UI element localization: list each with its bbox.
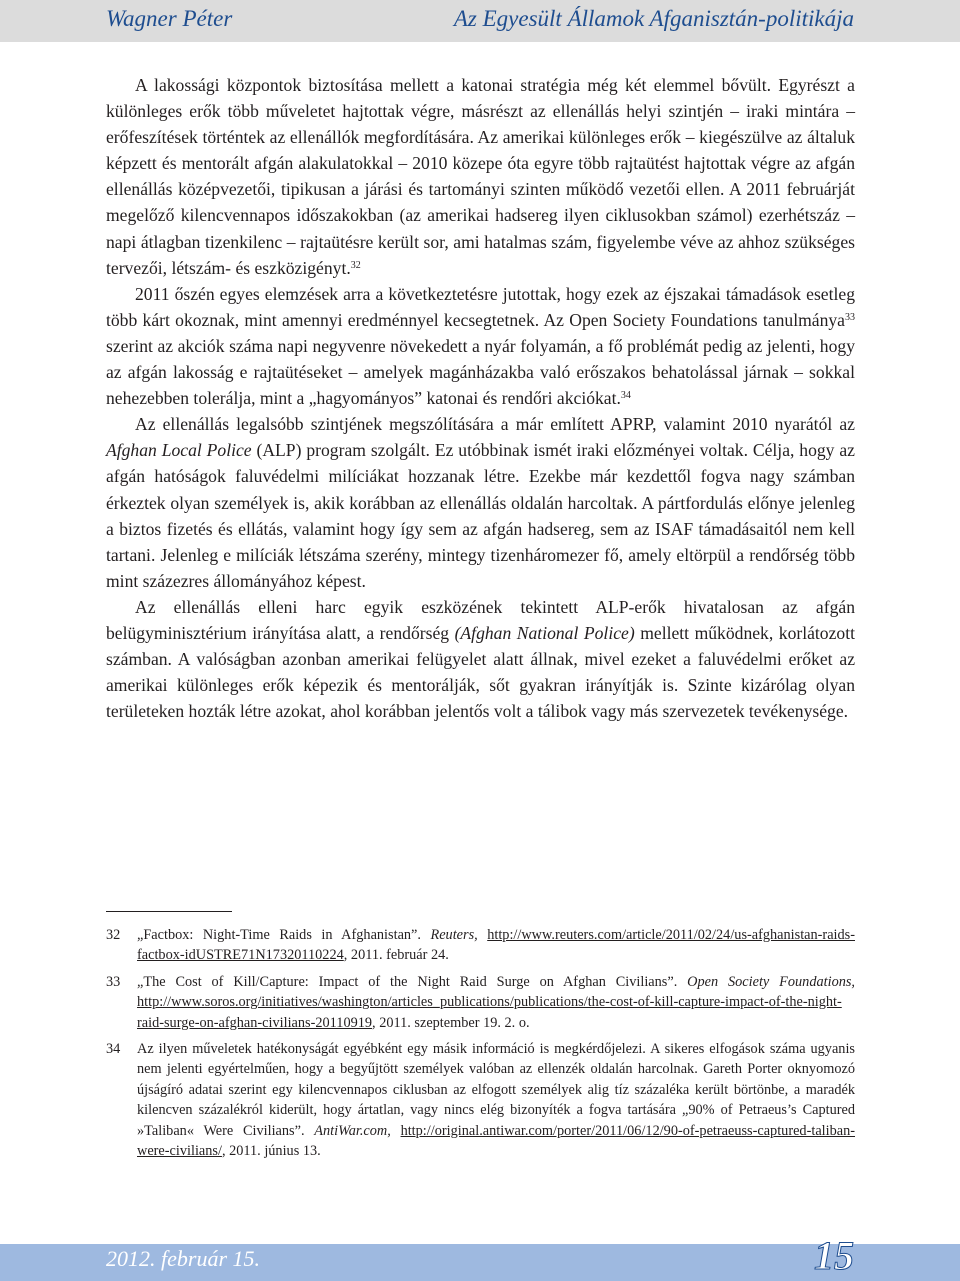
footnote-number: 33 xyxy=(106,973,121,990)
footnote-number: 32 xyxy=(106,927,121,943)
page-header xyxy=(0,0,960,42)
footnotes xyxy=(106,925,855,1167)
paragraph-2-text-b: szerint az akciók száma napi negyvenre növekedett a nyár folyamán, a fő problémát pedig az jelenti, hogy az afgán lakosság e rajtaütéseket – amelyek magánházakba való erőszakos behatolással járnak – sokkal nehezebben tolerálja, mint a „hagyományos” katonai és rendőri akciókat. xyxy=(106,335,855,409)
footnote-text-pre: „The Cost of Kill/Capture: Impact of the Night Raid Surge on Afghan Civilians”. xyxy=(137,973,688,990)
footnote-34 xyxy=(106,1039,855,1161)
footnote-33 xyxy=(106,972,855,1033)
footnote-ref-32[interactable]: 32 xyxy=(350,259,361,271)
footnote-source: AntiWar.com, xyxy=(314,1122,391,1139)
footnote-source: Reuters, xyxy=(430,927,478,943)
footnote-text-post: , 2011. február 24. xyxy=(343,947,449,964)
footnote-link[interactable]: http://original.antiwar.com/porter/2011/06/12/90-of-petraeuss-captured-taliban-were-civilians/ xyxy=(137,1122,856,1160)
paragraph-2 xyxy=(106,281,855,411)
footnote-ref-34[interactable]: 34 xyxy=(620,390,631,402)
footnote-source: Open Society Foundations, xyxy=(687,973,856,990)
paragraph-1 xyxy=(106,72,855,281)
paragraph-4 xyxy=(106,594,855,724)
page-number: 15 xyxy=(814,1233,854,1278)
paragraph-2-text-a: 2011 őszén egyes elemzések arra a következtetésre jutottak, hogy ezek az éjszakai támadások esetleg több kárt okoznak, mint amennyi eredménnyel kecsegtetnek. Az Open Society Foundations tanulmánya xyxy=(106,283,855,330)
paragraph-3-text-b: (ALP) program szolgált. Ez utóbbinak ismét iraki előzményei voltak. Célja, hogy az afgán hatóságok faluvédelmi milíciákat hozzanak létre. Ezekbe már kezdettől fogva nagy számban érkeztek olyan személyek is, akik korábban az ellenállás oldalán harcoltak. A pártfordulás előnye jelenleg a biztos fizetés és ellátás, valamint hogy így sem az afgán hadsereg, sem az ISAF támadásaitól nem kell tartani. Jelenleg e milíciák létszáma szerény, mintegy tizenháromezer fő, amely eltörpül a rendőrség több mint százezres állományához képest. xyxy=(106,440,855,591)
footnote-text xyxy=(137,925,855,966)
footer-date: 2012. február 15. xyxy=(106,1246,260,1271)
footnote-divider xyxy=(106,911,232,912)
footnote-text xyxy=(137,1039,855,1161)
footnote-text xyxy=(137,972,855,1033)
paragraph-4-text-b: mellett működnek, korlátozott számban. A valóságban azonban amerikai felügyelet alatt állnak, mivel ezeket a faluvédelmi erőket az amerikai különleges erők képezik és mentorálják, sőt gyakran irányítják is. Szinte kizárólag olyan területeken hozták létre azokat, ahol korábban jelentős volt a tálibok vagy más szervezetek tevékenysége. xyxy=(106,622,855,722)
footnote-text-post: , 2011. szeptember 19. 2. o. xyxy=(372,1014,530,1031)
footnote-text-pre: „Factbox: Night-Time Raids in Afghanistan”. xyxy=(137,927,431,943)
paragraph-3 xyxy=(106,411,855,594)
footnote-text-post: , 2011. június 13. xyxy=(221,1143,321,1160)
paragraph-3-text-a: Az ellenállás legalsóbb szintjének megszólítására a már említett APRP, valamint 2010 nyarától az xyxy=(135,414,855,435)
footnote-32 xyxy=(106,925,855,966)
paragraph-1-text: A lakossági központok biztosítása mellett a katonai stratégia még két elemmel bővült. Egyrészt a különleges erők több műveletet hajtottak végre, másrészt az ellenállás helyi szintjén – iraki mintára – erőfeszítések történtek az ellenállók megfordítására. Az amerikai különleges erők – kiegészülve az általuk képzett és mentorált afgán alakulatokkal – 2010 közepe óta egyre több rajtaütést hajtottak végre az afgán ellenállás középvezetői, tipikusan a járási és tartományi szinten működő vezetői ellen. A 2011 februárját megelőző kilencvennapos időszakokban (az amerikai hadsereg ilyen ciklusokban számol) ezerhétszáz – napi átlagban tizenkilenc – rajtaütésre került sor, ami hatalmas szám, figyelembe véve az ahhoz szükséges tervezői, létszám- és eszközigényt. xyxy=(106,75,855,278)
footnote-number: 34 xyxy=(106,1041,121,1058)
paragraph-4-italic: (Afghan National Police) xyxy=(454,622,635,643)
footnote-link[interactable]: http://www.soros.org/initiatives/washington/articles_publications/publications/the-cost-of-kill-capture-impact-of-the-night-raid-surge-on-afghan-civilians-20110919 xyxy=(137,994,842,1031)
footnote-text-pre: Az ilyen műveletek hatékonyságát egyébként egy másik információ is megkérdőjelezi. A sikeres elfogások száma ugyanis nem jelenti egyértelműen, hogy a begyűjtött személyek valóban az ellenzék oldalán harcolnak. Gareth Porter oknyomozó újságíró adatai szerint egy kilencvennapos ciklusban az elfogott személyek alig tíz százaléka került börtönbe, a maradék kilencven százalékról kiderült, hogy ártatlan, vagy nincs elég bizonyíték a fogva tartására „90% of Petraeus’s Captured »Taliban« Were Civilians”. xyxy=(137,1041,855,1139)
paragraph-4-text-a: Az ellenállás elleni harc egyik eszközének tekintett ALP-erők hivatalosan az afgán belügyminisztérium irányítása alatt, a rendőrség xyxy=(106,596,855,643)
header-title: Az Egyesült Államok Afganisztán-politikája xyxy=(453,6,854,31)
footnote-ref-33[interactable]: 33 xyxy=(845,311,855,323)
header-author: Wagner Péter xyxy=(106,6,233,31)
article-body xyxy=(106,72,855,724)
footnote-link[interactable]: http://www.reuters.com/article/2011/02/24/us-afghanistan-raids-factbox-idUSTRE71N17320110224 xyxy=(137,927,855,964)
paragraph-3-italic: Afghan Local Police xyxy=(106,440,252,461)
